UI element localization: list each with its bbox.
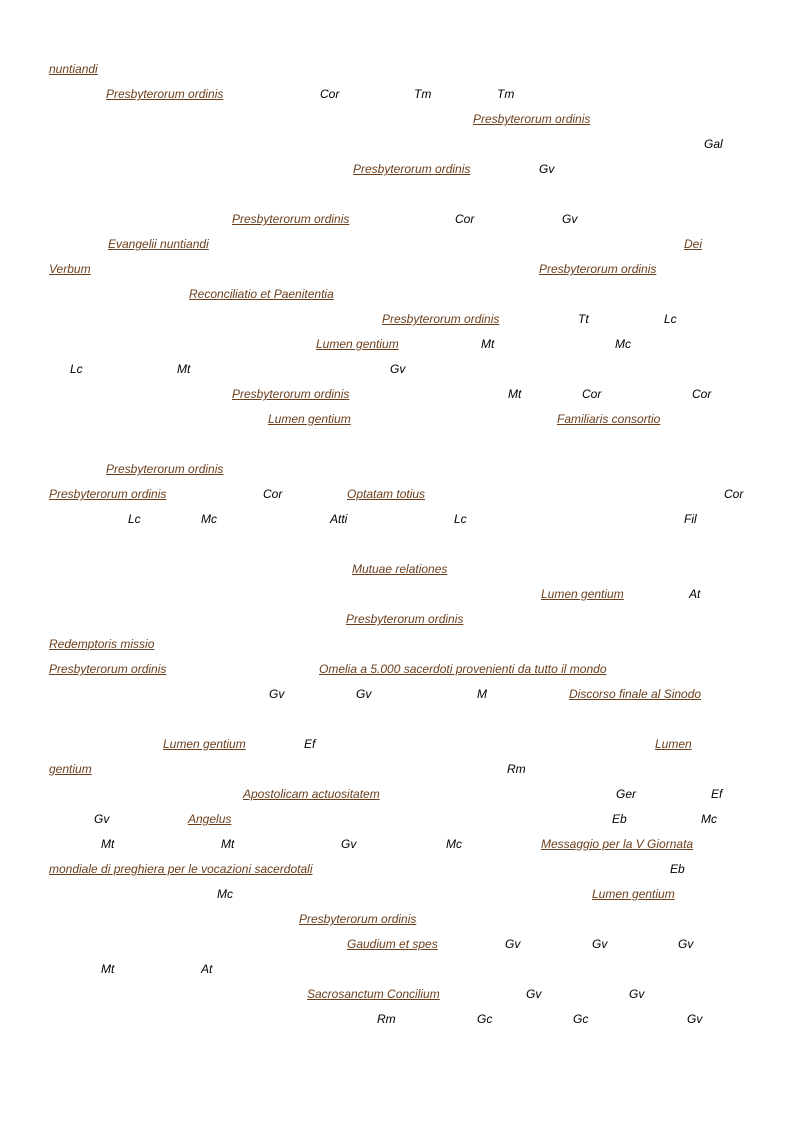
scripture-reference: Cor xyxy=(320,87,340,101)
document-link[interactable]: Gaudium et spes xyxy=(347,937,438,951)
scripture-reference: Gv xyxy=(356,687,372,701)
document-link[interactable]: Presbyterorum ordinis xyxy=(353,162,471,176)
scripture-reference: Eb xyxy=(670,862,685,876)
scripture-reference: Gv xyxy=(94,812,110,826)
scripture-reference: Gv xyxy=(505,937,521,951)
document-link[interactable]: Lumen gentium xyxy=(541,587,624,601)
scripture-reference: Cor xyxy=(455,212,475,226)
document-link[interactable]: mondiale di preghiera per le vocazioni sacerdotali xyxy=(49,862,313,876)
scripture-reference: Mt xyxy=(221,837,235,851)
document-link[interactable]: Redemptoris missio xyxy=(49,637,155,651)
scripture-reference: At xyxy=(201,962,213,976)
scripture-reference: Rm xyxy=(507,762,526,776)
scripture-reference: Cor xyxy=(582,387,602,401)
scripture-reference: Gv xyxy=(678,937,694,951)
scripture-reference: Mt xyxy=(508,387,522,401)
scripture-reference: Gv xyxy=(526,987,542,1001)
document-link[interactable]: Reconciliatio et Paenitentia xyxy=(189,287,334,301)
document-link[interactable]: Sacrosanctum Concilium xyxy=(307,987,440,1001)
document-link[interactable]: Angelus xyxy=(188,812,232,826)
scripture-reference: Gv xyxy=(341,837,357,851)
scripture-reference: Mc xyxy=(446,837,462,851)
document-link[interactable]: Lumen xyxy=(655,737,692,751)
document-link[interactable]: Presbyterorum ordinis xyxy=(232,387,350,401)
document-link[interactable]: Presbyterorum ordinis xyxy=(473,112,591,126)
scripture-reference: M xyxy=(477,687,487,701)
document-link[interactable]: Lumen gentium xyxy=(163,737,246,751)
document-link[interactable]: gentium xyxy=(49,762,92,776)
scripture-reference: Atti xyxy=(330,512,348,526)
document-link[interactable]: Presbyterorum ordinis xyxy=(382,312,500,326)
document-link[interactable]: Presbyterorum ordinis xyxy=(49,662,167,676)
document-link[interactable]: Presbyterorum ordinis xyxy=(49,487,167,501)
scripture-reference: Cor xyxy=(724,487,744,501)
scripture-reference: At xyxy=(689,587,701,601)
document-link[interactable]: nuntiandi xyxy=(49,62,98,76)
scripture-reference: Cor xyxy=(263,487,283,501)
scripture-reference: Mc xyxy=(217,887,233,901)
scripture-reference: Lc xyxy=(128,512,141,526)
scripture-reference: Mt xyxy=(101,837,115,851)
scripture-reference: Mc xyxy=(615,337,631,351)
scripture-reference: Eb xyxy=(612,812,627,826)
scripture-reference: Gv xyxy=(592,937,608,951)
scripture-reference: Tt xyxy=(578,312,589,326)
scripture-reference: Gv xyxy=(539,162,555,176)
document-link[interactable]: Lumen gentium xyxy=(268,412,351,426)
scripture-reference: Gv xyxy=(390,362,406,376)
document-link[interactable]: Optatam totius xyxy=(347,487,426,501)
document-link[interactable]: Presbyterorum ordinis xyxy=(106,87,224,101)
document-link[interactable]: Discorso finale al Sinodo xyxy=(569,687,702,701)
scripture-reference: Tm xyxy=(414,87,432,101)
document-link[interactable]: Presbyterorum ordinis xyxy=(539,262,657,276)
scripture-reference: Ger xyxy=(616,787,637,801)
document-link[interactable]: Presbyterorum ordinis xyxy=(299,912,417,926)
scripture-reference: Ef xyxy=(304,737,316,751)
document-link[interactable]: Lumen gentium xyxy=(316,337,399,351)
document-link[interactable]: Verbum xyxy=(49,262,91,276)
scripture-reference: Rm xyxy=(377,1012,396,1026)
scripture-reference: Ef xyxy=(711,787,723,801)
scripture-reference: Gv xyxy=(269,687,285,701)
scripture-reference: Gc xyxy=(477,1012,493,1026)
document-link[interactable]: Messaggio per la V Giornata xyxy=(541,837,694,851)
document-link[interactable]: Apostolicam actuositatem xyxy=(243,787,380,801)
scripture-reference: Gv xyxy=(629,987,645,1001)
scripture-reference: Tm xyxy=(497,87,515,101)
scripture-reference: Gv xyxy=(687,1012,703,1026)
document-link[interactable]: Mutuae relationes xyxy=(352,562,448,576)
document-link[interactable]: Dei xyxy=(684,237,703,251)
scripture-reference: Mt xyxy=(101,962,115,976)
scripture-reference: Gv xyxy=(562,212,578,226)
document-link[interactable]: Presbyterorum ordinis xyxy=(106,462,224,476)
scripture-reference: Mc xyxy=(701,812,717,826)
scripture-reference: Mt xyxy=(177,362,191,376)
document-link[interactable]: Lumen gentium xyxy=(592,887,675,901)
scripture-reference: Lc xyxy=(664,312,677,326)
scripture-reference: Lc xyxy=(70,362,83,376)
scripture-reference: Mt xyxy=(481,337,495,351)
scripture-reference: Gal xyxy=(704,137,723,151)
scripture-reference: Fil xyxy=(684,512,697,526)
scripture-reference: Mc xyxy=(201,512,217,526)
document-link[interactable]: Presbyterorum ordinis xyxy=(346,612,464,626)
document-link[interactable]: Familiaris consortio xyxy=(557,412,661,426)
document-link[interactable]: Omelia a 5.000 sacerdoti provenienti da tutto il mondo xyxy=(319,662,607,676)
scripture-reference: Lc xyxy=(454,512,467,526)
scripture-reference: Gc xyxy=(573,1012,589,1026)
document-link[interactable]: Presbyterorum ordinis xyxy=(232,212,350,226)
document-link[interactable]: Evangelii nuntiandi xyxy=(108,237,209,251)
scripture-reference: Cor xyxy=(692,387,712,401)
